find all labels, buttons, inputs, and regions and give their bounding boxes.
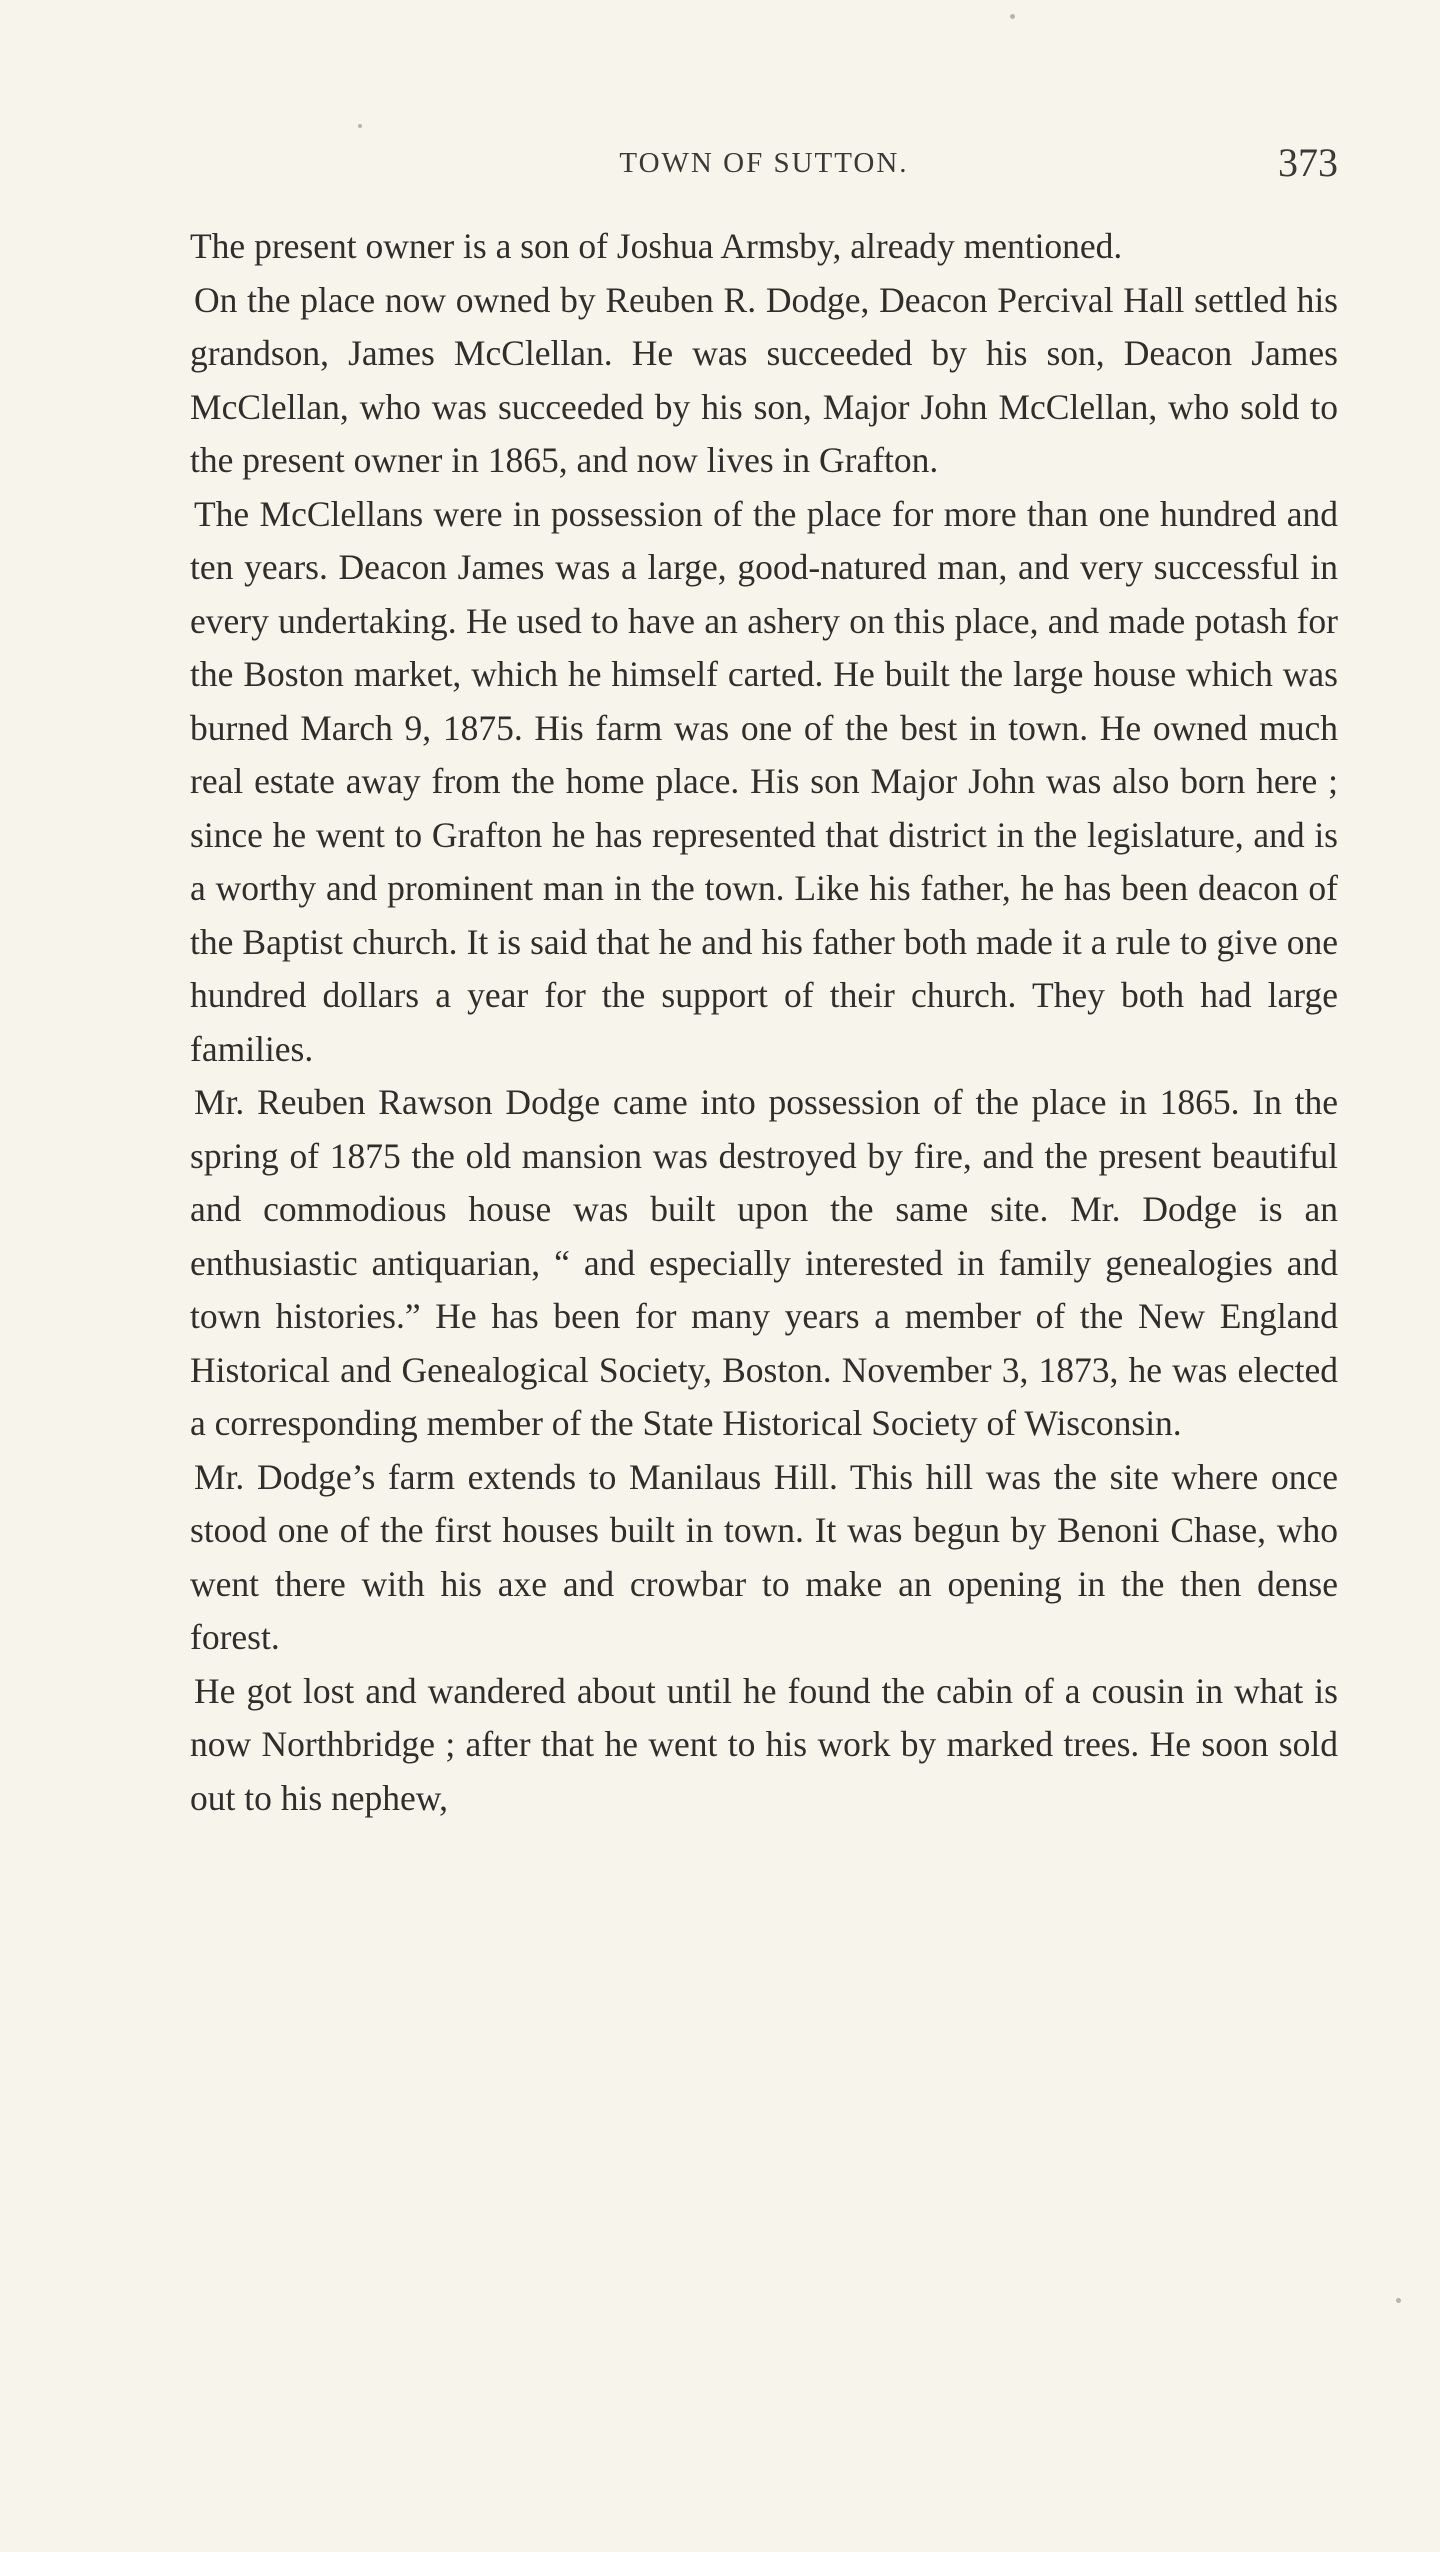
paper-speck xyxy=(1396,2298,1401,2303)
paper-speck xyxy=(358,124,362,128)
paragraph-manilaus-hill: Mr. Dodge’s farm extends to Manilaus Hill. This hill was the site where once stood one of the first houses built in town. It was begun by Benoni Chase, who went there with his axe and crowbar to make an opening in the then dense forest. xyxy=(190,1456,1338,1657)
page-header xyxy=(190,138,1338,188)
paragraph-mcclellans: The McClellans were in possession of the place for more than one hundred and ten years. Deacon James was a large, good-natured man, and very successful in every undertaking. He used to have an ashery on this place, and made potash for the Boston market, which he himself carted. He built the large house which was burned March 9, 1875. His farm was one of the best in town. He owned much real estate away from the home place. His son Major John was also born here ; since he went to Grafton he has represented that district in the legislature, and is a worthy and prominent man in the town. Like his father, he has been deacon of the Baptist church. It is said that he and his father both made it a rule to give one hundred dollars a year for the support of their church. They both had large families. xyxy=(190,493,1338,1069)
paper-speck xyxy=(1010,14,1015,19)
paragraph-armsby: The present owner is a son of Joshua Armsby, already mentioned. xyxy=(190,226,1123,266)
paragraph-got-lost: He got lost and wandered about until he found the cabin of a cousin in what is now Northbridge ; after that he went to his work by marked trees. He soon sold out to his nephew, xyxy=(190,1670,1338,1818)
body-text xyxy=(190,220,1338,1825)
paragraph-dodge-place: On the place now owned by Reuben R. Dodge, Deacon Percival Hall settled his grandson, James McClellan. He was succeeded by his son, Deacon James McClellan, who was succeeded by his son, Major John McClellan, who sold to the present owner in 1865, and now lives in Grafton. xyxy=(190,279,1338,480)
running-title: TOWN OF SUTTON. xyxy=(619,147,909,179)
page-number: 373 xyxy=(1278,140,1338,185)
paragraph-reuben-dodge: Mr. Reuben Rawson Dodge came into possession of the place in 1865. In the spring of 1875 the old mansion was destroyed by fire, and the present beautiful and commodious house was built upon the same site. Mr. Dodge is an enthusiastic antiquarian, “ and especially interested in family genealogies and town histories.” He has been for many years a member of the New England Historical and Genealogical Society, Boston. November 3, 1873, he was elected a corresponding member of the State Historical Society of Wisconsin. xyxy=(190,1082,1338,1443)
